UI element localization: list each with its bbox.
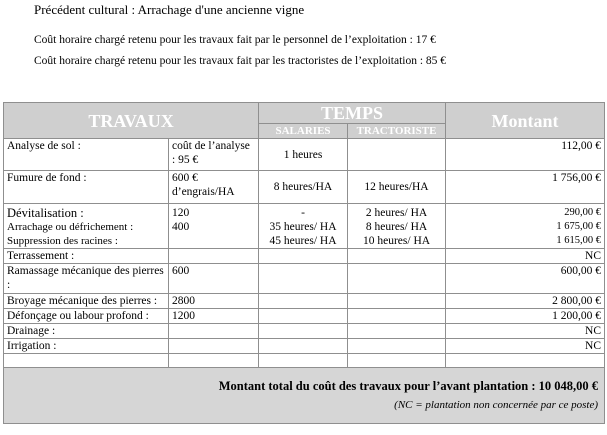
cout-horaire-personnel: Coût horaire chargé retenu pour les travaux fait par le personnel de l’exploitation : 17 € [34,34,436,46]
table-row [4,324,605,339]
row-montant: 1 675,00 € [556,221,602,232]
row-label: Analyse de sol : [4,139,169,171]
row-montant-group [446,204,605,249]
row-montant: 2 800,00 € [446,294,605,309]
row-qty: 1200 [169,309,259,324]
table-row [4,249,605,264]
row-salaries: 8 heures/HA [259,171,348,204]
row-tractoriste [348,324,446,339]
row-label: Terrassement : [4,249,169,264]
header-temps: TEMPS [259,103,446,124]
row-label: Ramassage mécanique des pierres : [4,264,169,294]
row-label: Irrigation : [4,339,169,354]
row-qty: coût de l’analyse : 95 € [169,139,259,171]
row-qty: 2800 [169,294,259,309]
row-tractoriste: 2 heures/ HA [365,207,428,219]
row-montant: 112,00 € [446,139,605,171]
nc-note: (NC = plantation non concernée par ce poste) [394,399,599,411]
header-montant: Montant [446,103,605,139]
table-row [4,264,605,294]
row-qty [169,324,259,339]
header-salaries: SALARIES [259,124,348,139]
row-tractoriste [348,294,446,309]
header-tractoriste: TRACTORISTE [348,124,446,139]
row-salaries: - [301,207,305,219]
row-salaries: 35 heures/ HA [269,221,337,233]
row-label: Drainage : [4,324,169,339]
row-tractoriste [348,139,446,171]
row-salaries [259,324,348,339]
travaux-table [3,102,605,424]
cout-horaire-tractoristes: Coût horaire chargé retenu pour les travaux fait par les tractoristes de l’exploitation : 85 € [34,55,447,67]
total-cell [4,368,605,424]
row-label: Suppression des racines : [7,235,118,247]
row-label: Broyage mécanique des pierres : [4,294,169,309]
row-qty: 600 [169,264,259,294]
row-salaries [259,309,348,324]
table-row-empty [4,354,605,368]
row-qty [169,249,259,264]
table-row [4,339,605,354]
table-row [4,309,605,324]
row-salaries [259,294,348,309]
row-montant: 1 200,00 € [446,309,605,324]
row-salaries [259,339,348,354]
table-row [4,204,605,249]
row-qty-group [169,204,259,249]
row-salaries: 1 heures [259,139,348,171]
row-tractoriste: 12 heures/HA [348,171,446,204]
row-tractoriste-group [348,204,446,249]
row-qty: 120 [172,207,190,219]
row-label: Fumure de fond : [4,171,169,204]
row-montant: 600,00 € [446,264,605,294]
row-qty: 600 € d’engrais/HA [169,171,259,204]
row-label: Dévitalisation : [7,206,84,220]
total-row [4,368,605,424]
row-montant: NC [446,249,605,264]
row-tractoriste [348,249,446,264]
row-salaries [259,249,348,264]
row-qty [169,339,259,354]
table-row [4,294,605,309]
row-label: Défonçage ou labour profond : [4,309,169,324]
row-label: Arrachage ou défrichement : [7,221,134,233]
row-salaries-group [259,204,348,249]
row-label-group [4,204,169,249]
row-montant: 1 615,00 € [556,235,602,246]
row-tractoriste: 10 heures/ HA [362,235,431,247]
row-salaries [259,264,348,294]
row-tractoriste: 8 heures/ HA [365,221,428,233]
row-montant: 1 756,00 € [446,171,605,204]
table-row [4,171,605,204]
header-travaux: TRAVAUX [4,103,259,139]
row-montant: NC [446,324,605,339]
row-tractoriste [348,339,446,354]
total-amount: Montant total du coût des travaux pour l’avant plantation : 10 048,00 € [218,379,599,393]
row-montant: NC [446,339,605,354]
table-row [4,139,605,171]
row-tractoriste [348,309,446,324]
row-montant: 290,00 € [564,207,602,218]
row-salaries: 45 heures/ HA [269,235,337,247]
row-tractoriste [348,264,446,294]
row-qty: 400 [172,221,190,233]
precedent-cultural: Précédent cultural : Arrachage d'une ancienne vigne [34,2,305,17]
